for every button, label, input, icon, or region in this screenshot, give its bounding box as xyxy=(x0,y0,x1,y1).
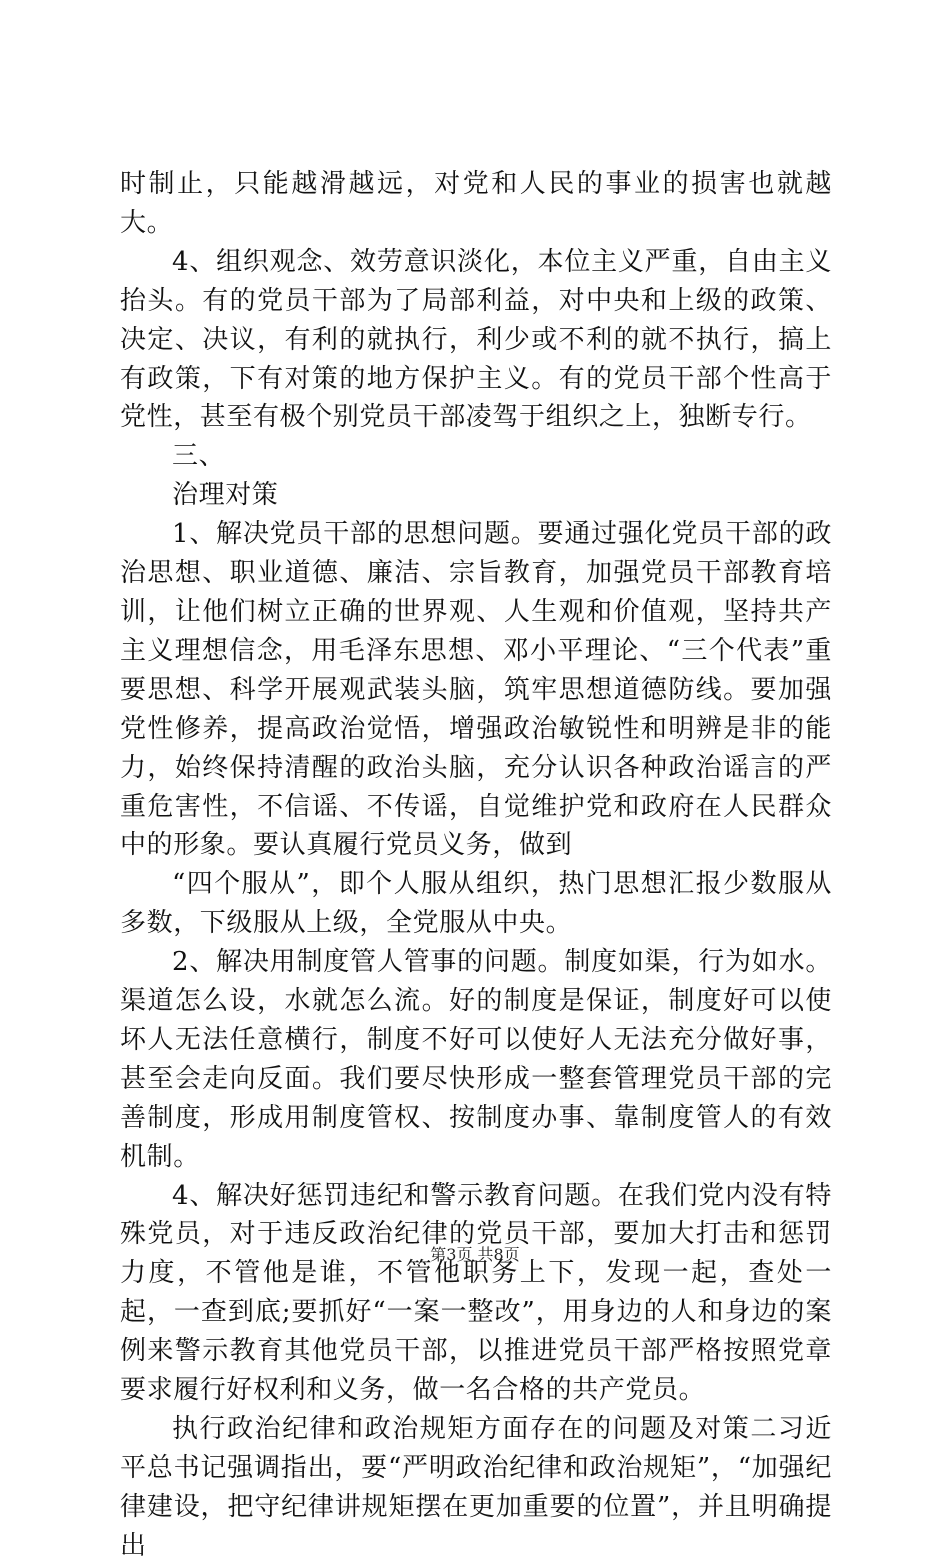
page-number-footer: 第3页 共8页 xyxy=(430,1245,520,1264)
paragraph-item-1-thought: 1、解决党员干部的思想问题。要通过强化党员干部的政治思想、职业道德、廉洁、宗旨教育，加强党员干部教育培训，让他们树立正确的世界观、人生观和价值观，坚持共产主义理想信念，用毛泽东思想、邓小平理论、“三个代表”重要思想、科学开展观武装头脑，筑牢思想道德防线。要加强党性修养，提高政治觉悟，增强政治敏锐性和明辨是非的能力，始终保持清醒的政治头脑，充分认识各种政治谣言的严重危害性，不信谣、不传谣，自觉维护党和政府在人民群众中的形象。要认真履行党员义务，做到 xyxy=(120,519,832,861)
paragraph-political-rules: 执行政治纪律和政治规矩方面存在的问题及对策二习近平总书记强调指出，要“严明政治纪律和政治规矩”，“加强纪律建设，把守纪律讲规矩摆在更加重要的位置”，并且明确提出 xyxy=(120,1414,832,1561)
paragraph-item-4-discipline: 4、解决好惩罚违纪和警示教育问题。在我们党内没有特殊党员，对于违反政治纪律的党员干部，要加大打击和惩罚力度，不管他是谁，不管他职务上下，发现一起，查处一起，一查到底;要抓好“一案一整改”，用身边的人和身边的案例来警示教育其他党员干部，以推进党员干部严格按照党章要求履行好权利和义务，做一名合格的共产党员。 xyxy=(120,1180,832,1406)
section-title: 治理对策 xyxy=(172,480,279,511)
paragraph-item-2-system: 2、解决用制度管人管事的问题。制度如渠，行为如水。渠道怎么设，水就怎么流。好的制度是保证，制度好可以使坏人无法任意横行，制度不好可以使好人无法充分做好事，甚至会走向反面。我们要尽快形成一整套管理党员干部的完善制度，形成用制度管权、按制度办事、靠制度管人的有效机制。 xyxy=(120,947,832,1172)
paragraph-item-4-organization: 4、组织观念、效劳意识淡化，本位主义严重，自由主义抬头。有的党员干部为了局部利益，对中央和上级的政策、决定、决议，有利的就执行，利少或不利的就不执行，搞上有政策，下有对策的地方保护主义。有的党员干部个性高于党性，甚至有极个别党员干部凌驾于组织之上，独断专行。 xyxy=(120,246,832,433)
paragraph-four-obey: “四个服从”，即个人服从组织，热门思想汇报少数服从多数，下级服从上级，全党服从中央。 xyxy=(120,869,832,939)
document-body xyxy=(120,165,832,1566)
section-number: 三、 xyxy=(172,441,226,472)
paragraph-continuation: 时制止，只能越滑越远，对党和人民的事业的损害也就越大。 xyxy=(120,169,832,238)
